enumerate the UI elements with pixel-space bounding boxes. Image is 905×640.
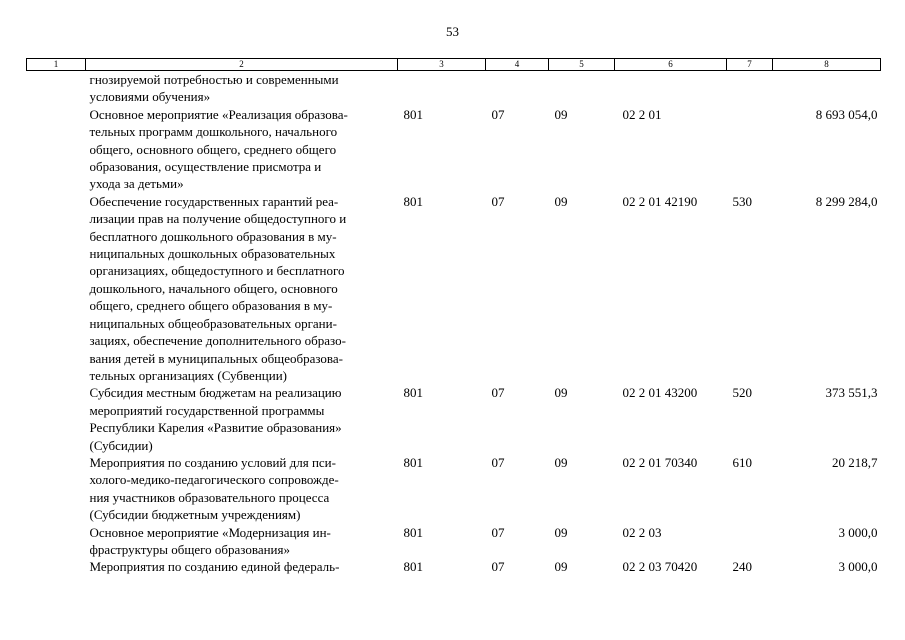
table-row	[27, 71, 881, 106]
code-3-cell	[398, 71, 486, 106]
amount-cell	[773, 71, 881, 106]
code-5-cell: 09	[554, 559, 568, 575]
item-name-line: условиями обучения»	[89, 89, 211, 105]
column-header-2: 2	[86, 59, 398, 71]
column-header-1: 1	[27, 59, 86, 71]
row-number-cell	[27, 193, 86, 384]
code-3-cell: 801	[403, 193, 423, 209]
item-name-line: (Субсидии)	[89, 437, 153, 453]
column-header-3: 3	[398, 59, 486, 71]
item-name-cell	[86, 384, 398, 454]
amount-cell: 8 299 284,0	[815, 193, 878, 209]
code-4-cell: 07	[491, 559, 505, 575]
table-body	[27, 71, 881, 576]
item-name-cell	[86, 524, 398, 559]
item-name-cell	[86, 106, 398, 193]
code-5-cell: 09	[554, 106, 568, 122]
code-7-cell	[727, 524, 773, 559]
amount-cell: 8 693 054,0	[815, 106, 878, 122]
row-number-cell	[27, 524, 86, 559]
code-7-cell	[727, 106, 773, 193]
item-name-line: зациях, обеспечение дополнительного образо-	[89, 333, 346, 349]
item-name-line: мероприятий государственной программы	[89, 402, 325, 418]
code-7-cell	[727, 71, 773, 106]
item-name-line: тельных организациях (Субвенции)	[89, 367, 287, 383]
item-name-line: вания детей в муниципальных общеобразова-	[89, 350, 343, 366]
code-4-cell: 07	[491, 385, 505, 401]
code-6-cell: 02 2 01 70340	[622, 454, 698, 470]
code-4-cell: 07	[491, 193, 505, 209]
item-name-cell	[86, 454, 398, 524]
item-name-line: Мероприятия по созданию единой федераль-	[89, 559, 340, 575]
code-5-cell: 09	[554, 524, 568, 540]
amount-cell: 20 218,7	[832, 454, 878, 470]
row-number-cell	[27, 106, 86, 193]
code-3-cell: 801	[403, 454, 423, 470]
item-name-line: общего, среднего общего образования в му-	[89, 298, 333, 314]
code-5-cell: 09	[554, 385, 568, 401]
item-name-line: Республики Карелия «Развитие образования»	[89, 420, 342, 436]
code-5-cell: 09	[554, 454, 568, 470]
row-number-cell	[27, 384, 86, 454]
item-name-cell	[86, 193, 398, 384]
item-name-line: дошкольного, начального общего, основного	[89, 280, 338, 296]
column-number-header	[27, 59, 881, 71]
code-6-cell: 02 2 03	[622, 524, 662, 540]
item-name-line: Субсидия местным бюджетам на реализацию	[89, 385, 342, 401]
table-row	[27, 193, 881, 384]
code-4-cell: 07	[491, 524, 505, 540]
item-name-line: ухода за детьми»	[89, 176, 184, 192]
table-row	[27, 524, 881, 559]
column-header-5: 5	[549, 59, 615, 71]
item-name-line: общего, основного общего, среднего общего	[89, 141, 337, 157]
item-name-line: Обеспечение государственных гарантий реа-	[89, 193, 339, 209]
code-6-cell: 02 2 01 42190	[622, 193, 698, 209]
item-name-line: ниципальных дошкольных образовательных	[89, 246, 336, 262]
code-4-cell: 07	[491, 454, 505, 470]
item-name-line: холого-медико-педагогического сопровожде-	[89, 472, 339, 488]
page-number: 53	[446, 24, 459, 39]
code-6-cell: 02 2 01 43200	[622, 385, 698, 401]
row-number-cell	[27, 558, 86, 575]
item-name-cell	[86, 71, 398, 106]
item-name-line: ния участников образовательного процесса	[89, 489, 330, 505]
item-name-cell	[86, 558, 398, 575]
code-7-cell: 610	[732, 454, 752, 470]
item-name-line: бесплатного дошкольного образования в му-	[89, 228, 337, 244]
code-7-cell: 530	[732, 193, 752, 209]
code-6-cell: 02 2 01	[622, 106, 662, 122]
table-row	[27, 558, 881, 575]
code-4-cell: 07	[491, 106, 505, 122]
row-number-cell	[27, 71, 86, 106]
column-header-7: 7	[727, 59, 773, 71]
row-number-cell	[27, 454, 86, 524]
table-row	[27, 384, 881, 454]
code-3-cell: 801	[403, 385, 423, 401]
item-name-line: (Субсидии бюджетным учреждениям)	[89, 507, 301, 523]
item-name-line: Мероприятия по созданию условий для пси-	[89, 454, 336, 470]
item-name-line: тельных программ дошкольного, начального	[89, 124, 338, 140]
code-7-cell: 520	[732, 385, 752, 401]
code-3-cell: 801	[403, 559, 423, 575]
item-name-line: Основное мероприятие «Реализация образова-	[89, 106, 348, 122]
item-name-line: организациях, общедоступного и бесплатного	[89, 263, 345, 279]
amount-cell: 3 000,0	[838, 524, 878, 540]
code-6-cell	[615, 71, 727, 106]
table-row	[27, 106, 881, 193]
code-5-cell	[549, 71, 615, 106]
code-3-cell: 801	[403, 106, 423, 122]
code-6-cell: 02 2 03 70420	[622, 559, 698, 575]
column-header-8: 8	[773, 59, 881, 71]
amount-cell: 373 551,3	[825, 385, 878, 401]
code-3-cell: 801	[403, 524, 423, 540]
code-4-cell	[486, 71, 549, 106]
amount-cell: 3 000,0	[838, 559, 878, 575]
item-name-line: ниципальных общеобразовательных органи-	[89, 315, 337, 331]
table-row	[27, 454, 881, 524]
item-name-line: лизации прав на получение общедоступного и	[89, 211, 347, 227]
code-5-cell: 09	[554, 193, 568, 209]
item-name-line: Основное мероприятие «Модернизация ин-	[89, 524, 331, 540]
budget-table	[26, 58, 881, 576]
item-name-line: гнозируемой потребностью и современными	[89, 72, 339, 87]
item-name-line: фраструктуры общего образования»	[89, 541, 290, 557]
column-header-6: 6	[615, 59, 727, 71]
column-header-4: 4	[486, 59, 549, 71]
code-7-cell: 240	[732, 559, 752, 575]
item-name-line: образования, осуществление присмотра и	[89, 159, 322, 175]
